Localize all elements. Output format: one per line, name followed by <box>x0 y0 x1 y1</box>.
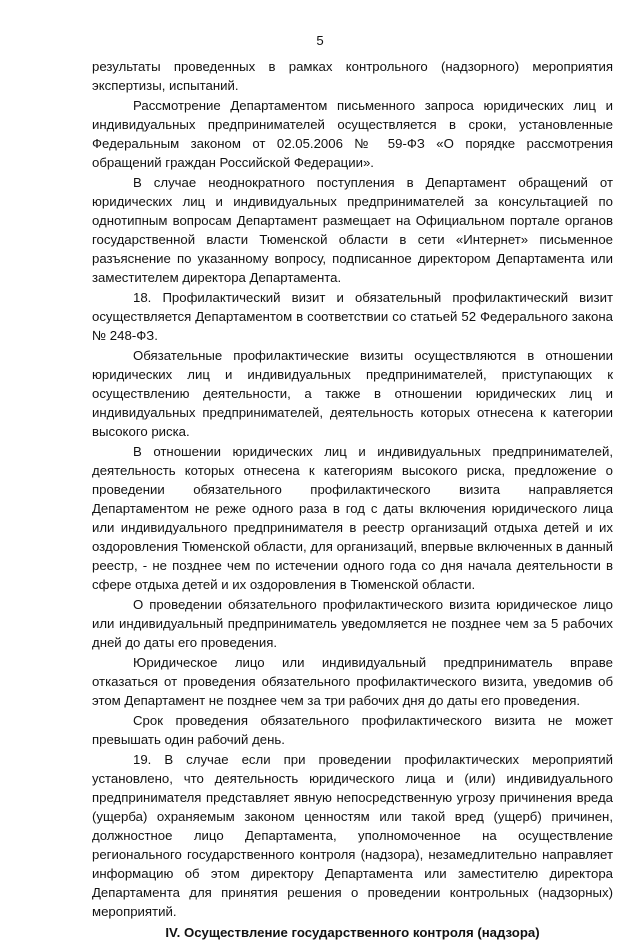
document-body <box>92 57 613 942</box>
paragraph-visit-duration: Срок проведения обязательного профилактического визита не может превышать один рабочий день. <box>92 713 613 747</box>
paragraph-mandatory-visits: Обязательные профилактические визиты осуществляются в отношении юридических лиц и индивидуальных предпринимателей, приступающих к осуществлению деятельности, а также в отношении юридических лиц и индивидуальных предпринимателей, деятельность которых отнесена к категории высокого риска. <box>92 348 613 439</box>
paragraph-item-19: 19. В случае если при проведении профилактических мероприятий установлено, что деятельность юридического лица и (или) индивидуального предпринимателя представляет явную непосредственную угрозу причинения вреда (ущерба) охраняемым законом ценностям или такой вред (ущерб) причинен, должностное лицо Департамента, уполномоченное на осуществление регионального государственного контроля (надзора), незамедлительно направляет информацию об этом директору Департамента или заместителю директора Департамента для принятия решения о проведении контрольных (надзорных) мероприятий. <box>92 752 613 919</box>
paragraph-repeated-requests: В случае неоднократного поступления в Департамент обращений от юридических лиц и индивидуальных предпринимателей за консультацией по однотипным вопросам Департамент размещает на Официальном портале органов государственной власти Тюменской области в сети «Интернет» письменное разъяснение по указанному вопросу, подписанное директором Департамента или заместителем директора Департамента. <box>92 175 613 285</box>
paragraph-visit-refusal: Юридическое лицо или индивидуальный предприниматель вправе отказаться от проведения обязательного профилактического визита, уведомив об этом Департамент не позднее чем за три рабочих дня до даты его проведения. <box>92 655 613 708</box>
paragraph-item-18: 18. Профилактический визит и обязательный профилактический визит осуществляется Департаментом в соответствии со статьей 52 Федерального закона № 248-ФЗ. <box>92 290 613 343</box>
paragraph-continuation: результаты проведенных в рамках контрольного (надзорного) мероприятия экспертизы, испытаний. <box>92 59 613 93</box>
section-heading: IV. Осуществление государственного контроля (надзора) <box>165 925 540 940</box>
paragraph-request-review: Рассмотрение Департаментом письменного запроса юридических лиц и индивидуальных предпринимателей осуществляется в сроки, установленные Федеральным законом от 02.05.2006 № 59-ФЗ «О порядке рассмотрения обращений граждан Российской Федерации». <box>92 98 613 170</box>
page-number: 5 <box>316 33 324 48</box>
paragraph-visit-notice: О проведении обязательного профилактического визита юридическое лицо или индивидуальный предприниматель уведомляется не позднее чем за 5 рабочих дней до даты его проведения. <box>92 597 613 650</box>
paragraph-high-risk-visits: В отношении юридических лиц и индивидуальных предпринимателей, деятельность которых отнесена к категориям высокого риска, предложение о проведении обязательного профилактического визита направляется Департаментом не реже одного раза в год с даты включения юридического лица или индивидуального предпринимателя в реестр организаций отдыха детей и их оздоровления Тюменской области, для организаций, впервые включенных в данный реестр, - не позднее чем по истечении одного года со дня начала деятельности в сфере отдыха детей и их оздоровления в Тюменской области. <box>92 444 613 592</box>
